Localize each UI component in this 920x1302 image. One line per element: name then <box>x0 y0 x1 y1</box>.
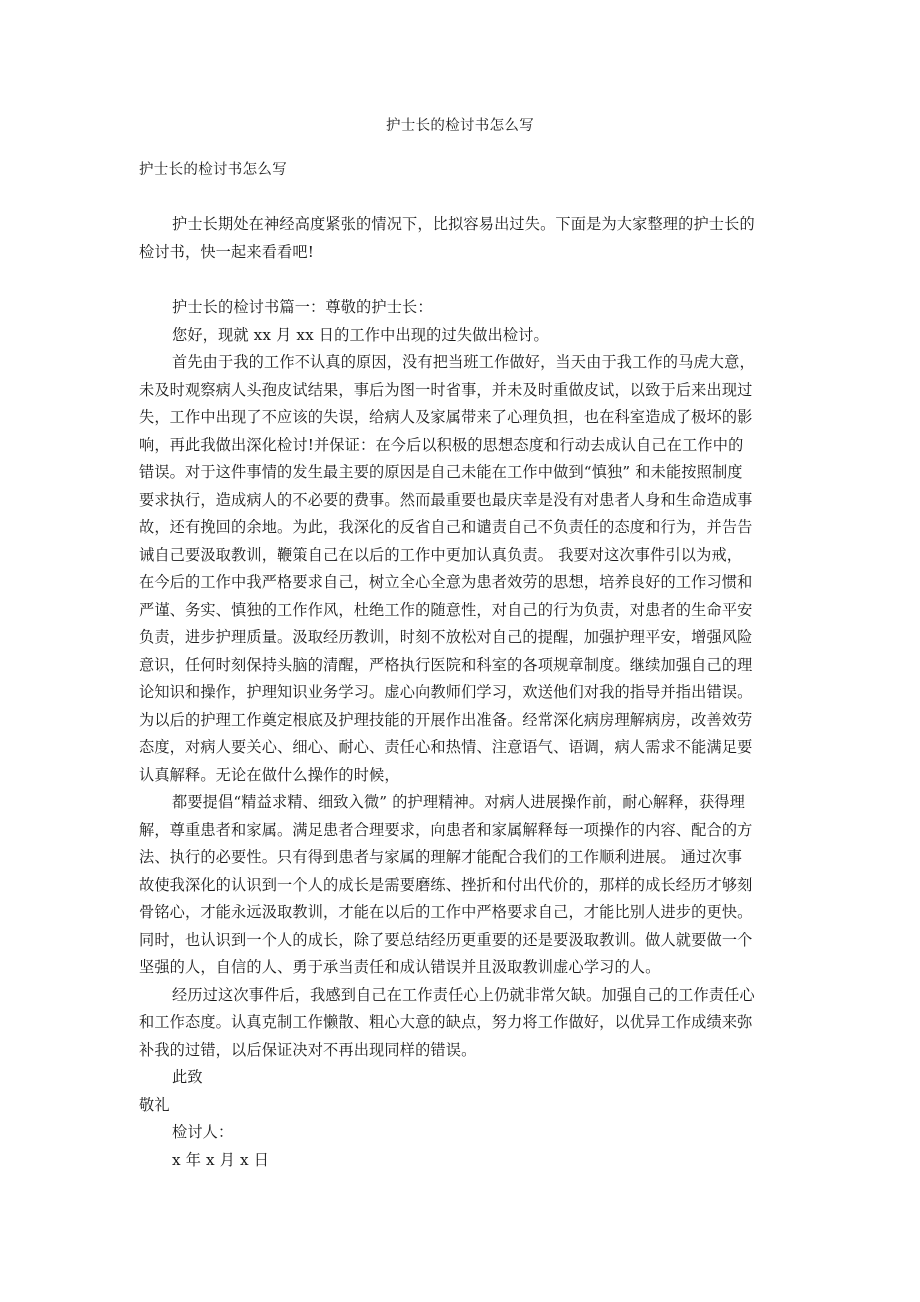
body-line: 响，再此我做出深化检讨!并保证：在今后以积极的思想态度和行动去成认自己在工作中的 <box>139 436 744 454</box>
body-line: 经历过这次事件后，我感到自己在工作责任心上仍就非常欠缺。加强自己的工作责任心 <box>172 986 755 1004</box>
body-line: 骨铭心，才能永远汲取教训，才能在以后的工作中严格要求自己，才能比别人进步的更快。 <box>139 903 753 921</box>
section-heading: 护士长的检讨书篇一：尊敬的护士长： <box>172 298 433 316</box>
body-line: 意识，任何时刻保持头脑的清醒，严格执行医院和科室的各项规章制度。继续加强自己的理 <box>139 656 753 674</box>
body-line: 论知识和操作，护理知识业务学习。虚心向教师们学习，欢送他们对我的指导并指出错误。 <box>139 683 753 701</box>
intro-line: 护士长期处在神经高度紧张的情况下，比拟容易出过失。下面是为大家整理的护士长的 <box>172 215 755 233</box>
body-line: 故，还有挽回的余地。为此，我深化的反省自己和谴责自己不负责任的态度和行为，并告告 <box>139 518 753 536</box>
body-line: 未及时观察病人头孢皮试结果，事后为图一时省事，并未及时重做皮试，以致于后来出现过 <box>139 381 753 399</box>
body-line: 故使我深化的认识到一个人的成长是需要磨练、挫折和付出代价的，那样的成长经历才够刻 <box>139 876 753 894</box>
closing-regards: 敬礼 <box>139 1096 170 1114</box>
body-line: 补我的过错，以后保证决对不再出现同样的错误。 <box>139 1041 477 1059</box>
body-line: 严谨、务实、慎独的工作作风，杜绝工作的随意性，对自己的行为负责，对患者的生命平安 <box>139 601 753 619</box>
body-line: 首先由于我的工作不认真的原因，没有把当班工作做好，当天由于我工作的马虎大意， <box>172 353 755 371</box>
body-line: 诫自己要汲取教训，鞭策自己在以后的工作中更加认真负责。 我要对这次事件引以为戒， <box>139 546 743 564</box>
document-subtitle: 护士长的检讨书怎么写 <box>139 162 287 178</box>
body-line: 负责，进步护理质量。汲取经历教训，时刻不放松对自己的提醒，加强护理平安，增强风险 <box>139 628 753 646</box>
signer-label: 检讨人： <box>172 1123 234 1141</box>
body-line: 失，工作中出现了不应该的失误，给病人及家属带来了心理负担，也在科室造成了极坏的影 <box>139 408 753 426</box>
body-line: 为以后的护理工作奠定根底及护理技能的开展作出准备。经常深化病房理解病房，改善效劳 <box>139 711 753 729</box>
document-title: 护士长的检讨书怎么写 <box>386 118 534 134</box>
body-line: 解，尊重患者和家属。满足患者合理要求，向患者和家属解释每一项操作的内容、配合的方 <box>139 821 753 839</box>
signature-date: x 年 x 月 x 日 <box>172 1151 270 1169</box>
body-line: 同时，也认识到一个人的成长，除了要总结经历更重要的还是要汲取教训。做人就要做一个 <box>139 931 753 949</box>
body-line: 法、执行的必要性。只有得到患者与家属的理解才能配合我们的工作顺利进展。 通过次事 <box>139 848 743 866</box>
intro-line: 检讨书，快一起来看看吧! <box>139 243 314 261</box>
closing-salutation: 此致 <box>172 1068 203 1086</box>
greeting-line: 您好，现就 xx 月 xx 日的工作中出现的过失做出检讨。 <box>172 326 549 344</box>
body-line: 和工作态度。认真克制工作懒散、粗心大意的缺点，努力将工作做好，以优异工作成绩来弥 <box>139 1013 753 1031</box>
body-line: 错误。对于这件事情的发生最主要的原因是自己未能在工作中做到“慎独” 和未能按照制度 <box>139 463 743 481</box>
body-line: 态度，对病人要关心、细心、耐心、责任心和热情、注意语气、语调，病人需求不能满足要 <box>139 738 753 756</box>
body-line: 在今后的工作中我严格要求自己，树立全心全意为患者效劳的思想，培养良好的工作习惯和 <box>139 573 753 591</box>
body-line: 要求执行，造成病人的不必要的费事。然而最重要也最庆幸是没有对患者人身和生命造成事 <box>139 491 753 509</box>
body-line: 坚强的人，自信的人、勇于承当责任和成认错误并且汲取教训虚心学习的人。 <box>139 958 661 976</box>
body-line: 认真解释。无论在做什么操作的时候， <box>139 766 400 784</box>
body-line: 都要提倡“精益求精、细致入微” 的护理精神。对病人进展操作前，耐心解释，获得理 <box>172 793 745 811</box>
